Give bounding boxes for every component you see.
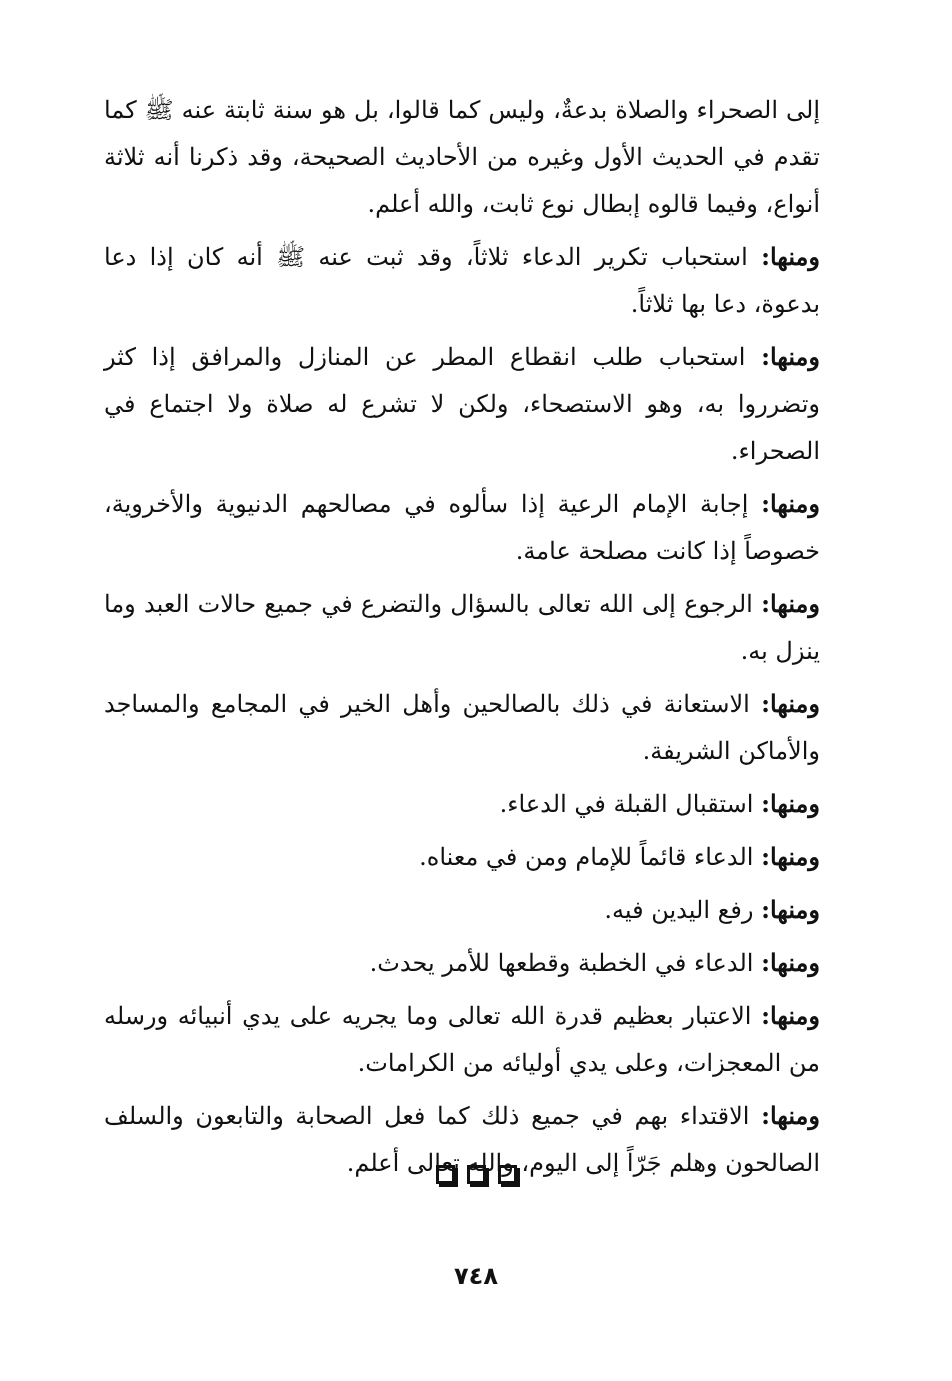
paragraph-text: رفع اليدين فيه. <box>604 896 762 924</box>
paragraph-lead: ومنها: <box>761 789 820 818</box>
paragraph-text: الدعاء في الخطبة وقطعها للأمر يحدث. <box>369 949 762 977</box>
paragraph-0 <box>104 86 820 228</box>
paragraph-6 <box>104 780 820 828</box>
square-ornament-icon <box>467 1165 486 1184</box>
paragraph-lead: ومنها: <box>761 242 820 271</box>
paragraph-text: استحباب تكرير الدعاء ثلاثاً، وقد ثبت عنه ﷺ أنه كان إذا دعا بدعوة، دعا بها ثلاثاً. <box>104 243 820 318</box>
paragraph-lead: ومنها: <box>761 842 820 871</box>
paragraph-text: الدعاء قائماً للإمام ومن في معناه. <box>419 843 762 871</box>
paragraph-lead: ومنها: <box>761 342 820 371</box>
paragraph-9 <box>104 939 820 987</box>
paragraph-3 <box>104 480 820 575</box>
paragraph-2 <box>104 333 820 475</box>
paragraph-5 <box>104 680 820 775</box>
paragraph-text: الاعتبار بعظيم قدرة الله تعالى وما يجريه على يدي أنبيائه ورسله من المعجزات، وعلى يدي أوليائه من الكرامات. <box>104 1002 820 1077</box>
paragraph-4 <box>104 580 820 675</box>
paragraph-lead: ومنها: <box>761 489 820 518</box>
paragraph-lead: ومنها: <box>761 1101 820 1130</box>
paragraph-lead: ومنها: <box>761 589 820 618</box>
paragraph-text: الرجوع إلى الله تعالى بالسؤال والتضرع في جميع حالات العبد وما ينزل به. <box>104 590 820 665</box>
square-ornament-icon <box>436 1165 455 1184</box>
body-text <box>104 86 820 1192</box>
paragraph-1 <box>104 233 820 328</box>
paragraph-lead: ومنها: <box>761 948 820 977</box>
paragraph-text: إلى الصحراء والصلاة بدعةٌ، وليس كما قالوا، بل هو سنة ثابتة عنه ﷺ كما تقدم في الحديث الأول وغيره من الأحاديث الصحيحة، وقد ذكرنا أنه ثلاثة أنواع، وفيما قالوه إبطال نوع ثابت، والله أعلم. <box>104 96 820 218</box>
square-ornament-icon <box>498 1165 517 1184</box>
paragraph-lead: ومنها: <box>761 895 820 924</box>
paragraph-text: استحباب طلب انقطاع المطر عن المنازل والمرافق إذا كثر وتضرروا به، وهو الاستصحاء، ولكن لا تشرع له صلاة ولا اجتماع في الصحراء. <box>104 343 820 465</box>
section-end-ornament <box>0 1165 952 1184</box>
page-number: ٧٤٨ <box>454 1262 498 1290</box>
paragraph-text: الاستعانة في ذلك بالصالحين وأهل الخير في المجامع والمساجد والأماكن الشريفة. <box>104 690 820 765</box>
paragraph-text: الاقتداء بهم في جميع ذلك كما فعل الصحابة والتابعون والسلف الصالحون وهلم جَرّاً إلى اليوم، والله تعالى أعلم. <box>104 1102 820 1177</box>
paragraph-lead: ومنها: <box>761 1001 820 1030</box>
paragraph-text: إجابة الإمام الرعية إذا سألوه في مصالحهم الدنيوية والأخروية، خصوصاً إذا كانت مصلحة عامة. <box>104 490 820 565</box>
paragraph-text: استقبال القبلة في الدعاء. <box>499 790 762 818</box>
paragraph-lead: ومنها: <box>761 689 820 718</box>
paragraph-8 <box>104 886 820 934</box>
paragraph-10 <box>104 992 820 1087</box>
paragraph-7 <box>104 833 820 881</box>
